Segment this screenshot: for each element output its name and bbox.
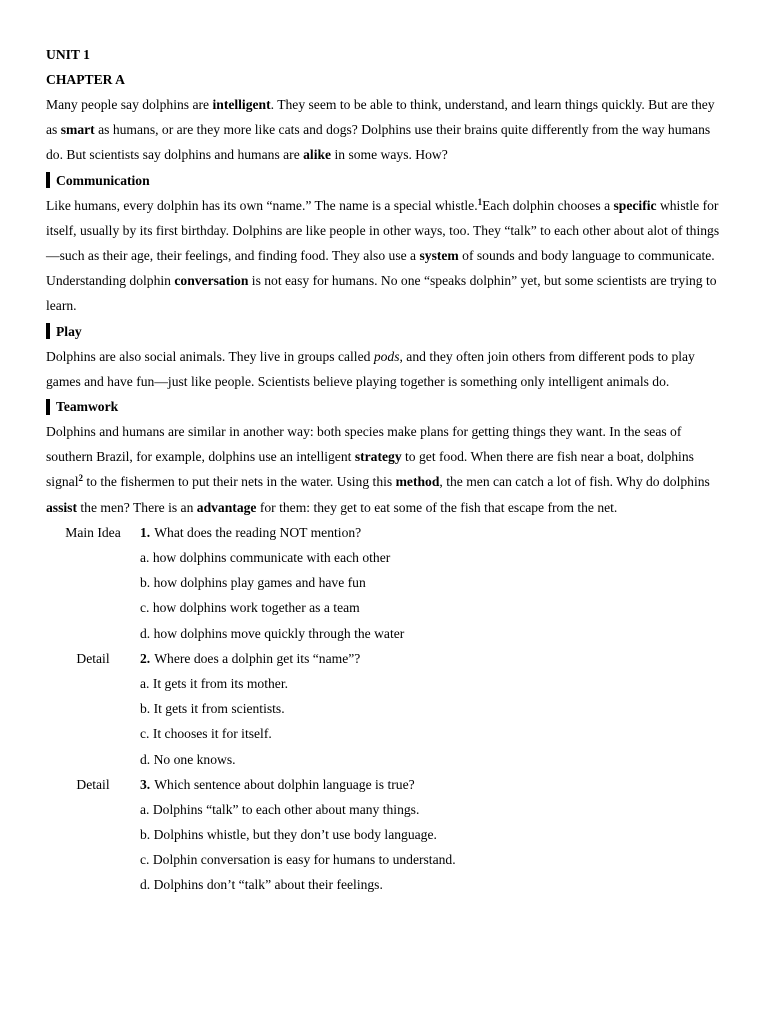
section-title: Play bbox=[56, 323, 82, 339]
answer-option: d. No one knows. bbox=[140, 751, 236, 767]
text-run: is not easy for humans. No one “speaks dolphin” yet, but some scientists are trying to learn. bbox=[46, 273, 717, 314]
answer-option: c. Dolphin conversation is easy for humans to understand. bbox=[140, 852, 456, 868]
section-title: Communication bbox=[56, 172, 150, 188]
section-bar-icon bbox=[46, 399, 50, 415]
text-run: the men? There is an bbox=[76, 499, 197, 515]
text-run: as humans, or are they more like cats and dogs? Dolphins use their brains quite differently from the way humans do. But scientists say dolphins and humans are bbox=[46, 122, 711, 163]
section-bar-icon bbox=[46, 172, 50, 188]
section-bar-icon bbox=[46, 323, 50, 339]
vocab-word: alike bbox=[303, 147, 332, 163]
vocab-word: assist bbox=[46, 499, 77, 515]
question-type-label: Main Idea bbox=[65, 524, 121, 540]
question-text bbox=[140, 520, 361, 545]
question-row bbox=[46, 772, 728, 797]
section-heading-communication bbox=[46, 168, 728, 193]
text-run: of sounds and body language to communicate. Understanding dolphin bbox=[46, 248, 715, 289]
document-content bbox=[46, 42, 728, 898]
answer-option: b. It gets it from scientists. bbox=[140, 701, 285, 717]
section-title: Teamwork bbox=[56, 399, 119, 415]
answer-option: d. Dolphins don’t “talk” about their feelings. bbox=[140, 877, 383, 893]
question-row bbox=[46, 646, 728, 671]
text-run: Like humans, every dolphin has its own “name.” The name is a special whistle. bbox=[46, 197, 478, 213]
text-run: pods bbox=[373, 348, 400, 364]
vocab-word: smart bbox=[60, 122, 95, 138]
question-number: 1. bbox=[140, 524, 151, 540]
question-prompt: Where does a dolphin get its “name”? bbox=[154, 650, 361, 666]
answer-option: c. how dolphins work together as a team bbox=[140, 600, 360, 616]
answer-option: b. how dolphins play games and have fun bbox=[140, 575, 366, 591]
text-run: to the fishermen to put their nets in the water. Using this bbox=[82, 474, 396, 490]
question-number: 2. bbox=[140, 650, 151, 666]
vocab-word: advantage bbox=[196, 499, 257, 515]
question-row bbox=[46, 520, 728, 545]
answer-option: d. how dolphins move quickly through the water bbox=[140, 625, 405, 641]
answer-option: c. It chooses it for itself. bbox=[140, 726, 272, 742]
question-type-label: Detail bbox=[76, 650, 110, 666]
text-run: . They seem to be able to think, understand, and learn things quickly. But are they as bbox=[46, 97, 715, 138]
intro-paragraph bbox=[46, 92, 728, 168]
question-prompt: What does the reading NOT mention? bbox=[154, 524, 362, 540]
question-type-label: Detail bbox=[76, 776, 110, 792]
text-run: , the men can catch a lot of fish. Why do dolphins bbox=[439, 474, 710, 490]
text-run: Many people say dolphins are bbox=[46, 97, 213, 112]
text-run: whistle for itself, usually by its first birthday. Dolphins are like people in other ways, too. They “talk” to each other about alot of things—such as their age, their feelings, and finding food. They also use a bbox=[46, 197, 720, 264]
footnote-marker: 1 bbox=[477, 196, 483, 207]
question-text bbox=[140, 646, 360, 671]
answer-option: b. Dolphins whistle, but they don’t use body language. bbox=[140, 827, 437, 843]
text-run: Dolphins are also social animals. They live in groups called bbox=[46, 348, 374, 364]
answer-option: a. Dolphins “talk” to each other about many things. bbox=[140, 801, 420, 817]
question-prompt: Which sentence about dolphin language is true? bbox=[154, 776, 415, 792]
vocab-word: method bbox=[395, 474, 440, 490]
question-list bbox=[46, 520, 728, 898]
vocab-word: strategy bbox=[354, 449, 402, 465]
vocab-word: system bbox=[419, 248, 459, 264]
reading-sections bbox=[46, 168, 728, 520]
text-run: to get food. When there are fish near a boat, dolphins signal bbox=[46, 449, 694, 490]
vocab-word: conversation bbox=[174, 273, 249, 289]
section-heading-teamwork bbox=[46, 394, 728, 419]
vocab-word: specific bbox=[613, 197, 657, 213]
text-run: , and they often join others from different pods to play games and have fun—just like people. Scientists believe playing together is something only intelligent animals do. bbox=[46, 348, 695, 389]
text-run: for them: they get to eat some of the fish that escape from the net. bbox=[256, 499, 618, 515]
text-run: in some ways. How? bbox=[331, 147, 448, 163]
section-paragraph bbox=[46, 419, 728, 520]
question-number: 3. bbox=[140, 776, 151, 792]
section-heading-play bbox=[46, 319, 728, 344]
text-run: Dolphins and humans are similar in another way: both species make plans for getting things they want. In the seas of southern Brazil, for example, dolphins use an intelligent bbox=[46, 424, 682, 465]
chapter-heading: CHAPTER A bbox=[46, 72, 125, 87]
answer-option: a. It gets it from its mother. bbox=[140, 675, 288, 691]
section-paragraph bbox=[46, 344, 728, 394]
footnote-marker: 2 bbox=[78, 473, 83, 484]
section-paragraph bbox=[46, 193, 728, 319]
text-run: Each dolphin chooses a bbox=[482, 197, 614, 213]
vocab-word: intelligent bbox=[212, 97, 271, 112]
answer-option: a. how dolphins communicate with each other bbox=[140, 550, 391, 566]
unit-heading: UNIT 1 bbox=[46, 47, 90, 62]
question-text bbox=[140, 772, 415, 797]
